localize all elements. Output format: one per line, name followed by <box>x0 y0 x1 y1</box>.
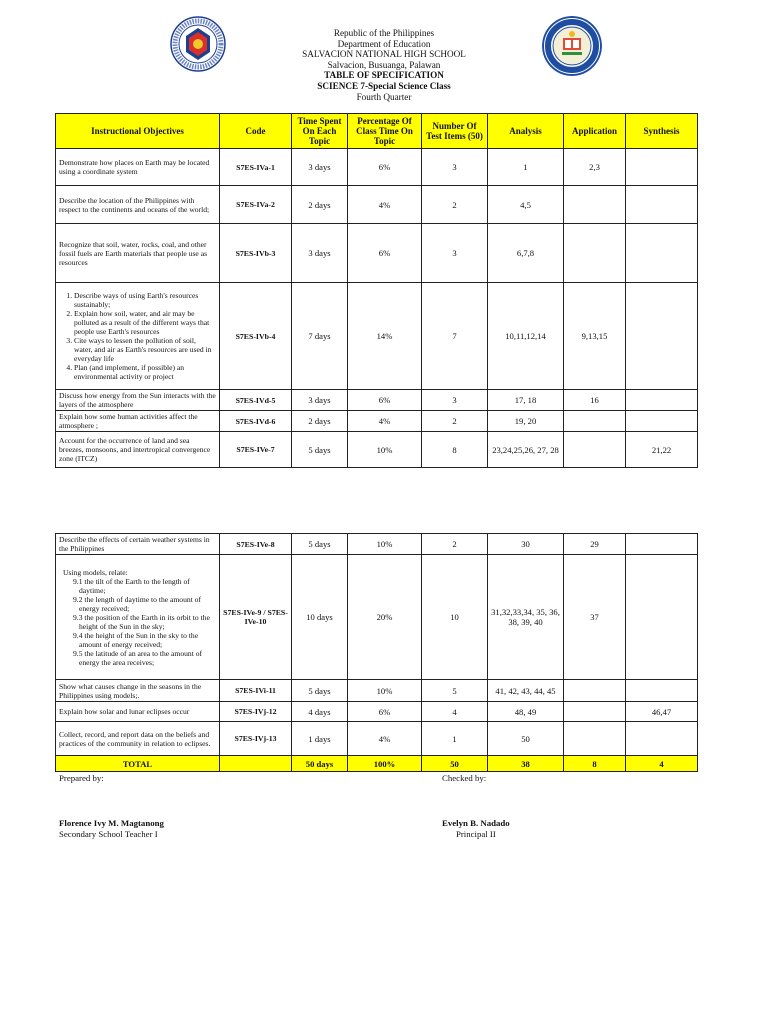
items-cell: 2 <box>422 411 488 432</box>
synthesis-cell <box>626 390 698 411</box>
percent-cell: 4% <box>348 411 422 432</box>
objective-cell: Explain how solar and lunar eclipses occur <box>56 702 220 722</box>
items-cell: 3 <box>422 224 488 283</box>
code-cell: S7ES-IVb-4 <box>220 283 292 390</box>
school-address: Salvacion, Busuanga, Palawan <box>327 59 441 70</box>
list-item: 3. Cite ways to lessen the pollution of soil, water, and air as Earth's resources are used in everyday life <box>74 336 216 363</box>
list-item: 9.1 the tilt of the Earth to the length of daytime; <box>73 576 190 595</box>
objective-cell: Collect, record, and report data on the beliefs and practices of the community in relation to eclipses. <box>56 722 220 756</box>
objective-cell: Demonstrate how places on Earth may be located using a coordinate system <box>56 149 220 186</box>
quarter-line: Fourth Quarter <box>356 91 412 102</box>
objective-cell: Account for the occurrence of land and sea breezes, monsoons, and intertropical convergence zone (ITCZ) <box>56 432 220 468</box>
synthesis-cell: 46,47 <box>626 702 698 722</box>
time-cell: 2 days <box>292 411 348 432</box>
table-row <box>56 390 698 411</box>
total-time: 50 days <box>292 756 348 772</box>
application-cell: 37 <box>564 555 626 680</box>
total-code-cell <box>220 756 292 772</box>
table-row <box>56 534 698 555</box>
subject-line: SCIENCE 7-Special Science Class <box>317 80 451 91</box>
synthesis-cell <box>626 555 698 680</box>
prepared-by-name: Florence Ivy M. Magtanong <box>59 818 164 828</box>
checked-by-name: Evelyn B. Nadado <box>442 818 510 828</box>
col-header-items: Number Of Test Items (50) <box>422 114 488 149</box>
table-row <box>56 224 698 283</box>
col-header-analysis: Analysis <box>488 114 564 149</box>
document-title: TABLE OF SPECIFICATION <box>324 70 444 81</box>
synthesis-cell <box>626 680 698 702</box>
table-header-row <box>56 114 698 149</box>
analysis-cell: 1 <box>488 149 564 186</box>
objective-cell: Recognize that soil, water, rocks, coal, and other fossil fuels are Earth materials that people use as resources <box>56 224 220 283</box>
table-row <box>56 702 698 722</box>
items-cell: 7 <box>422 283 488 390</box>
synthesis-cell <box>626 534 698 555</box>
time-cell: 3 days <box>292 224 348 283</box>
items-cell: 2 <box>422 186 488 224</box>
document-header <box>0 28 768 102</box>
items-cell: 8 <box>422 432 488 468</box>
analysis-cell: 30 <box>488 534 564 555</box>
percent-cell: 6% <box>348 224 422 283</box>
table-row <box>56 680 698 702</box>
synthesis-cell <box>626 149 698 186</box>
percent-cell: 6% <box>348 390 422 411</box>
table-row <box>56 149 698 186</box>
col-header-time: Time Spent On Each Topic <box>292 114 348 149</box>
code-cell: S7ES-IVe-9 / S7ES-IVe-10 <box>220 555 292 680</box>
analysis-cell: 23,24,25,26, 27, 28 <box>488 432 564 468</box>
synthesis-cell: 21,22 <box>626 432 698 468</box>
synthesis-cell <box>626 224 698 283</box>
code-cell: S7ES-IVe-8 <box>220 534 292 555</box>
time-cell: 5 days <box>292 432 348 468</box>
total-label: TOTAL <box>56 756 220 772</box>
application-cell <box>564 680 626 702</box>
synthesis-cell <box>626 283 698 390</box>
objective-cell: Explain how some human activities affect the atmosphere ; <box>56 411 220 432</box>
objective-cell: Describe the effects of certain weather systems in the Philippines <box>56 534 220 555</box>
checked-by-label: Checked by: <box>442 773 487 783</box>
percent-cell: 6% <box>348 702 422 722</box>
time-cell: 7 days <box>292 283 348 390</box>
analysis-cell: 6,7,8 <box>488 224 564 283</box>
items-cell: 1 <box>422 722 488 756</box>
specification-table-part1 <box>55 113 698 468</box>
synthesis-cell <box>626 186 698 224</box>
application-cell <box>564 186 626 224</box>
application-cell <box>564 224 626 283</box>
objective-cell: Show what causes change in the seasons in the Philippines using models;. <box>56 680 220 702</box>
code-cell: S7ES-IVe-7 <box>220 432 292 468</box>
code-cell: S7ES-IVa-1 <box>220 149 292 186</box>
list-item: 4. Plan (and implement, if possible) an environmental activity or project <box>74 363 216 381</box>
list-item: 1. Describe ways of using Earth's resources sustainably; <box>74 291 216 309</box>
analysis-cell: 48, 49 <box>488 702 564 722</box>
items-cell: 3 <box>422 149 488 186</box>
prepared-by-title: Secondary School Teacher I <box>59 829 158 839</box>
code-cell: S7ES-IVa-2 <box>220 186 292 224</box>
percent-cell: 4% <box>348 722 422 756</box>
percent-cell: 20% <box>348 555 422 680</box>
total-percent: 100% <box>348 756 422 772</box>
synthesis-cell <box>626 411 698 432</box>
code-cell: S7ES-IVd-5 <box>220 390 292 411</box>
col-header-synthesis: Synthesis <box>626 114 698 149</box>
code-cell: S7ES-IVj-12 <box>220 702 292 722</box>
time-cell: 5 days <box>292 534 348 555</box>
synthesis-cell <box>626 722 698 756</box>
items-cell: 5 <box>422 680 488 702</box>
col-header-application: Application <box>564 114 626 149</box>
percent-cell: 4% <box>348 186 422 224</box>
items-cell: 3 <box>422 390 488 411</box>
objective-intro: Using models, relate: <box>63 567 128 577</box>
objective-cell: Discuss how energy from the Sun interacts with the layers of the atmosphere <box>56 390 220 411</box>
specification-table-part2 <box>55 533 698 772</box>
col-header-objectives: Instructional Objectives <box>56 114 220 149</box>
items-cell: 10 <box>422 555 488 680</box>
col-header-code: Code <box>220 114 292 149</box>
objective-cell <box>56 283 220 390</box>
objective-list <box>59 291 216 381</box>
school-name: SALVACION NATIONAL HIGH SCHOOL <box>302 49 466 60</box>
table-row <box>56 555 698 680</box>
analysis-cell: 50 <box>488 722 564 756</box>
time-cell: 1 days <box>292 722 348 756</box>
percent-cell: 10% <box>348 680 422 702</box>
time-cell: 3 days <box>292 149 348 186</box>
time-cell: 2 days <box>292 186 348 224</box>
objective-cell: Describe the location of the Philippines with respect to the continents and oceans of the world; <box>56 186 220 224</box>
code-cell: S7ES-IVi-11 <box>220 680 292 702</box>
code-cell: S7ES-IVb-3 <box>220 224 292 283</box>
prepared-by-label: Prepared by: <box>59 773 104 783</box>
application-cell: 16 <box>564 390 626 411</box>
analysis-cell: 17, 18 <box>488 390 564 411</box>
table-row <box>56 432 698 468</box>
checked-by-title: Principal II <box>455 829 496 839</box>
checked-by-block <box>442 818 510 840</box>
list-item: 9.5 the latitude of an area to the amount of energy the area receives; <box>73 648 203 667</box>
time-cell: 4 days <box>292 702 348 722</box>
application-cell <box>564 432 626 468</box>
table-row <box>56 722 698 756</box>
list-item: 9.4 the height of the Sun in the sky to the amount of energy received; <box>73 630 199 649</box>
total-items: 50 <box>422 756 488 772</box>
time-cell: 3 days <box>292 390 348 411</box>
items-cell: 2 <box>422 534 488 555</box>
analysis-cell: 10,11,12,14 <box>488 283 564 390</box>
col-header-percent: Percentage Of Class Time On Topic <box>348 114 422 149</box>
table-row <box>56 283 698 390</box>
total-row <box>56 756 698 772</box>
prepared-by-block <box>59 818 164 840</box>
analysis-cell: 41, 42, 43, 44, 45 <box>488 680 564 702</box>
application-cell <box>564 722 626 756</box>
republic-line: Republic of the Philippines <box>333 28 435 38</box>
list-item: 9.3 the position of the Earth in its orbit to the height of the Sun in the sky; <box>73 612 210 631</box>
table-row <box>56 186 698 224</box>
code-cell: S7ES-IVd-6 <box>220 411 292 432</box>
percent-cell: 14% <box>348 283 422 390</box>
items-cell: 4 <box>422 702 488 722</box>
application-cell <box>564 411 626 432</box>
code-cell: S7ES-IVj-13 <box>220 722 292 756</box>
application-cell: 9,13,15 <box>564 283 626 390</box>
analysis-cell: 31,32,33,34, 35, 36, 38, 39, 40 <box>488 555 564 680</box>
analysis-cell: 4,5 <box>488 186 564 224</box>
analysis-cell: 19, 20 <box>488 411 564 432</box>
time-cell: 5 days <box>292 680 348 702</box>
list-item: 2. Explain how soil, water, and air may be polluted as a result of the different ways that people use Earth's resources <box>74 309 216 336</box>
application-cell <box>564 702 626 722</box>
percent-cell: 6% <box>348 149 422 186</box>
list-item: 9.2 the length of daytime to the amount of energy received; <box>73 594 202 613</box>
application-cell: 2,3 <box>564 149 626 186</box>
percent-cell: 10% <box>348 432 422 468</box>
total-synthesis: 4 <box>626 756 698 772</box>
table-row <box>56 411 698 432</box>
time-cell: 10 days <box>292 555 348 680</box>
objective-cell <box>56 555 220 680</box>
application-cell: 29 <box>564 534 626 555</box>
percent-cell: 10% <box>348 534 422 555</box>
total-analysis: 38 <box>488 756 564 772</box>
total-application: 8 <box>564 756 626 772</box>
department-line: Department of Education <box>337 38 431 49</box>
